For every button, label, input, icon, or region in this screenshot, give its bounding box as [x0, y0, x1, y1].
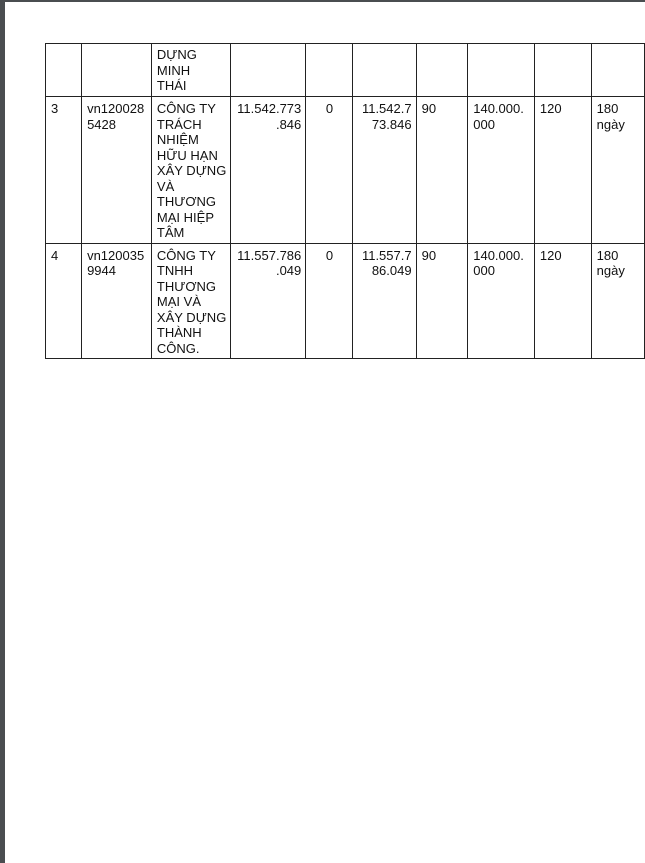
name-line: TNHH	[156, 263, 194, 278]
bid-results-table	[45, 43, 645, 359]
name-line: THÀNH	[156, 325, 202, 340]
name-line: DỰNG	[156, 47, 197, 62]
cell-validity	[416, 44, 468, 97]
guarantee-line: 140.000.	[473, 247, 524, 263]
name-line: CÔNG TY	[156, 247, 216, 263]
name-line: HỮU HẠN	[156, 147, 218, 163]
name-line: NHIỆM	[156, 132, 199, 147]
cell-company-name	[151, 97, 230, 244]
after-discount-line: 11.557.7	[361, 247, 412, 263]
name-line: TRÁCH	[156, 116, 202, 132]
after-discount-line: 11.542.7	[361, 101, 412, 116]
name-line: THƯƠNG	[156, 278, 216, 294]
cell-code	[82, 243, 152, 359]
guarantee-line: 000	[473, 116, 495, 132]
price-line: 11.542.773	[237, 101, 302, 116]
cell-stt: 3	[46, 97, 82, 244]
cell-guarantee-days: 120	[534, 97, 591, 244]
cell-guarantee-amount	[468, 97, 535, 244]
cell-discount	[306, 44, 353, 97]
cell-discount: 0	[306, 243, 353, 359]
cell-discount: 0	[306, 97, 353, 244]
cell-stt	[46, 44, 82, 97]
price-line: .049	[275, 263, 302, 278]
name-line: TÂM	[156, 225, 185, 240]
table-row	[46, 97, 645, 244]
time-line: 180	[596, 101, 619, 116]
guarantee-line: 000	[473, 263, 495, 278]
cell-code	[82, 44, 152, 97]
time-line: 180	[596, 247, 619, 263]
cell-execution-time	[591, 97, 644, 244]
cell-company-name	[151, 44, 230, 97]
after-discount-line: 86.049	[371, 263, 412, 278]
cell-execution-time	[591, 243, 644, 359]
document-page	[5, 2, 645, 863]
table-row	[46, 243, 645, 359]
code-line: 5428	[87, 116, 116, 132]
cell-bid-price	[231, 97, 306, 244]
cell-guarantee-days: 120	[534, 243, 591, 359]
cell-company-name	[151, 243, 230, 359]
time-line: ngày	[596, 263, 625, 278]
name-line: CÔNG TY	[156, 101, 216, 116]
price-line: 11.557.786	[237, 247, 302, 263]
cell-bid-price	[231, 44, 306, 97]
cell-execution-time	[591, 44, 644, 97]
cell-stt: 4	[46, 243, 82, 359]
cell-bid-price	[231, 243, 306, 359]
name-line: MẠI HIỆP	[156, 209, 214, 225]
after-discount-line: 73.846	[371, 116, 412, 132]
table-row-continuation	[46, 44, 645, 97]
name-line: MẠI VÀ	[156, 294, 201, 309]
name-line: CÔNG.	[156, 340, 200, 356]
cell-guarantee-days	[534, 44, 591, 97]
code-line: 9944	[87, 263, 116, 278]
time-line: ngày	[596, 116, 625, 132]
cell-guarantee-amount	[468, 44, 535, 97]
cell-validity: 90	[416, 97, 468, 244]
name-line: MINH	[156, 62, 191, 78]
name-line: XÂY DỰNG	[156, 163, 227, 178]
cell-code	[82, 97, 152, 244]
cell-validity: 90	[416, 243, 468, 359]
name-line: THƯƠNG	[156, 194, 216, 209]
cell-price-after-discount	[352, 243, 416, 359]
name-line: XÂY DỰNG	[156, 309, 227, 325]
price-line: .846	[275, 116, 302, 132]
cell-guarantee-amount	[468, 243, 535, 359]
guarantee-line: 140.000.	[473, 101, 524, 116]
code-line: vn120035	[87, 247, 145, 263]
name-line: VÀ	[156, 178, 175, 194]
code-line: vn120028	[87, 101, 145, 116]
cell-price-after-discount	[352, 44, 416, 97]
name-line: THÁI	[156, 78, 187, 93]
cell-price-after-discount	[352, 97, 416, 244]
